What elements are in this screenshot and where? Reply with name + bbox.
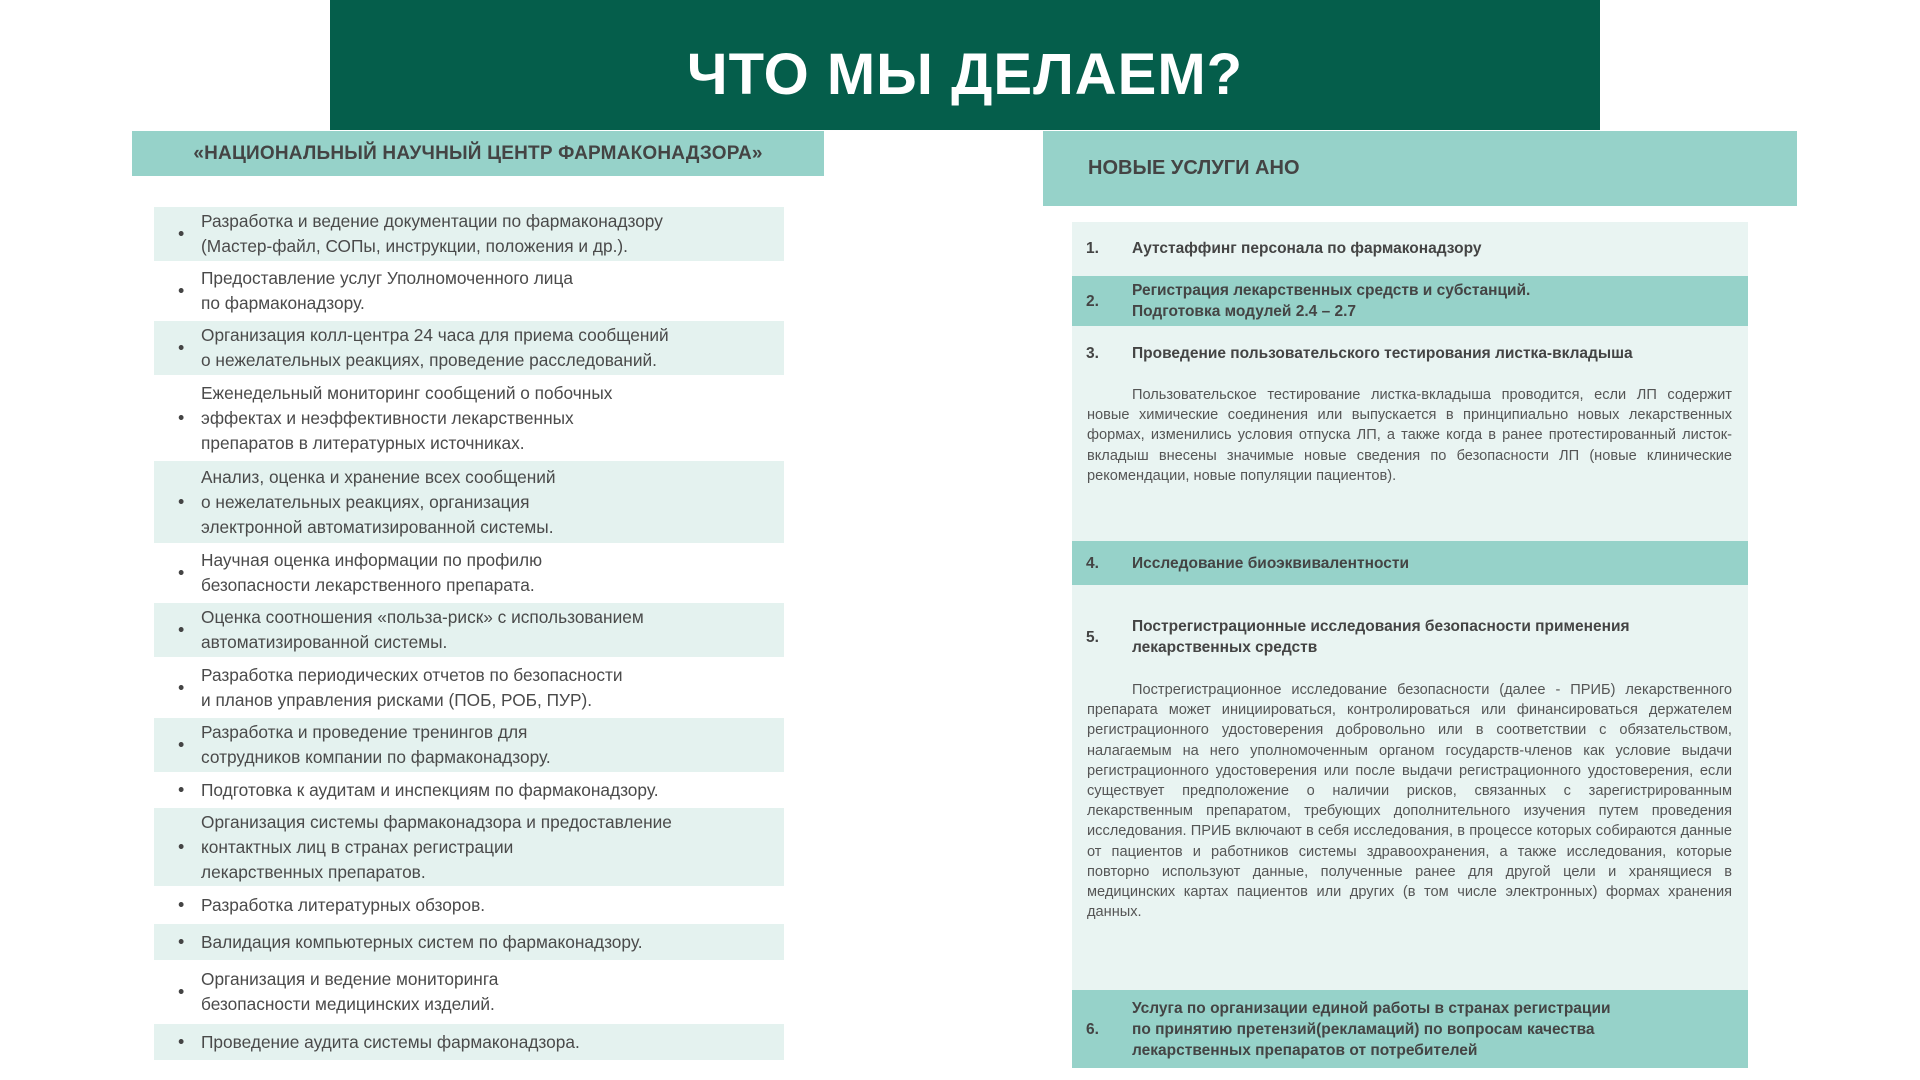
list-item: • Валидация компьютерных систем по фармаконадзору. (154, 924, 784, 960)
service-item-2: 2. Регистрация лекарственных средств и субстанций. Подготовка модулей 2.4 – 2.7 (1072, 276, 1748, 326)
service-item-1: 1. Аутстаффинг персонала по фармаконадзору (1086, 239, 1482, 257)
left-section-title: «НАЦИОНАЛЬНЫЙ НАУЧНЫЙ ЦЕНТР ФАРМАКОНАДЗОРА» (193, 142, 763, 164)
list-item: • Организация колл-центра 24 часа для приема сообщений о нежелательных реакциях, проведение расследований. (154, 321, 784, 375)
list-item: • Разработка и проведение тренингов для сотрудников компании по фармаконадзору. (154, 718, 784, 772)
list-item: • Научная оценка информации по профилю безопасности лекарственного препарата. (154, 543, 784, 603)
list-item: • Еженедельный мониторинг сообщений о побочных эффектах и неэффективности лекарственных препаратов в литературных источниках. (154, 375, 784, 461)
service-item-5: 5. Пострегистрационные исследования безопасности применения лекарственных средств (1086, 618, 1630, 656)
service-3-description: Пользовательское тестирование листка-вкладыша проводится, если ЛП содержит новые химические соединения или выпускается в принципиально новых лекарственных формах, изменились условия отпуска ЛП, а также когда в ранее протестированный листок-вкладыш внесены значимые новые сведения по безопасности ЛП (новые клинические рекомендации, новые популяции пациентов). (1087, 387, 1732, 484)
right-section-title: НОВЫЕ УСЛУГИ АНО (1088, 157, 1300, 179)
service-5-description: Пострегистрационное исследование безопасности (далее - ПРИБ) лекарственного препарата может инициироваться, контролироваться или финансироваться держателем регистрационного удостоверения добровольно или в соответствии с обязательством, налагаемым на него уполномоченным органом государств-членов как условие выдачи регистрационного удостоверения или после выдачи регистрационного удостоверения, если существует предположение о наличии рисков, связанных с зарегистрированным лекарственным препаратом, требующих дополнительного изучения путем проведения исследования. ПРИБ включают в себя исследования, в процессе которых собираются данные от пациентов и работников системы здравоохранения, а также исследования, которые повторно используют данные, полученные ранее для другой цели и хранящиеся в медицинских картах пациентов или других (в том числе электронных) формах хранения данных. (1087, 682, 1732, 921)
list-item: • Оценка соотношения «польза-риск» с использованием автоматизированной системы. (154, 603, 784, 657)
list-item: • Предоставление услуг Уполномоченного лица по фармаконадзору. (154, 261, 784, 321)
list-item: • Организация системы фармаконадзора и предоставление контактных лиц в странах регистрации лекарственных препаратов. (154, 808, 784, 886)
list-item: • Разработка периодических отчетов по безопасности и планов управления рисками (ПОБ, РОБ, ПУР). (154, 657, 784, 718)
service-item-3: 3. Проведение пользовательского тестирования листка-вкладыша (1086, 344, 1633, 362)
service-item-4: 4. Исследование биоэквивалентности (1072, 541, 1748, 585)
list-item: • Разработка литературных обзоров. (154, 886, 784, 924)
list-item: • Подготовка к аудитам и инспекциям по фармаконадзору. (154, 772, 784, 808)
list-item: • Разработка и ведение документации по фармаконадзору (Мастер-файл, СОПы, инструкции, положения и др.). (154, 207, 784, 261)
left-section-header (132, 131, 824, 176)
service-item-6: 6. Услуга по организации единой работы в странах регистрации по принятию претензий(рекламаций) по вопросам качества лекарственных препаратов от потребителей (1072, 990, 1748, 1068)
title-bar (330, 0, 1600, 130)
right-section-header (1043, 131, 1797, 206)
left-services-list (154, 207, 784, 1060)
list-item: • Организация и ведение мониторинга безопасности медицинских изделий. (154, 960, 784, 1024)
page-title: ЧТО МЫ ДЕЛАЕМ? (686, 41, 1244, 107)
list-item: • Проведение аудита системы фармаконадзора. (154, 1024, 784, 1060)
list-item: • Анализ, оценка и хранение всех сообщений о нежелательных реакциях, организация электронной автоматизированной системы. (154, 461, 784, 543)
